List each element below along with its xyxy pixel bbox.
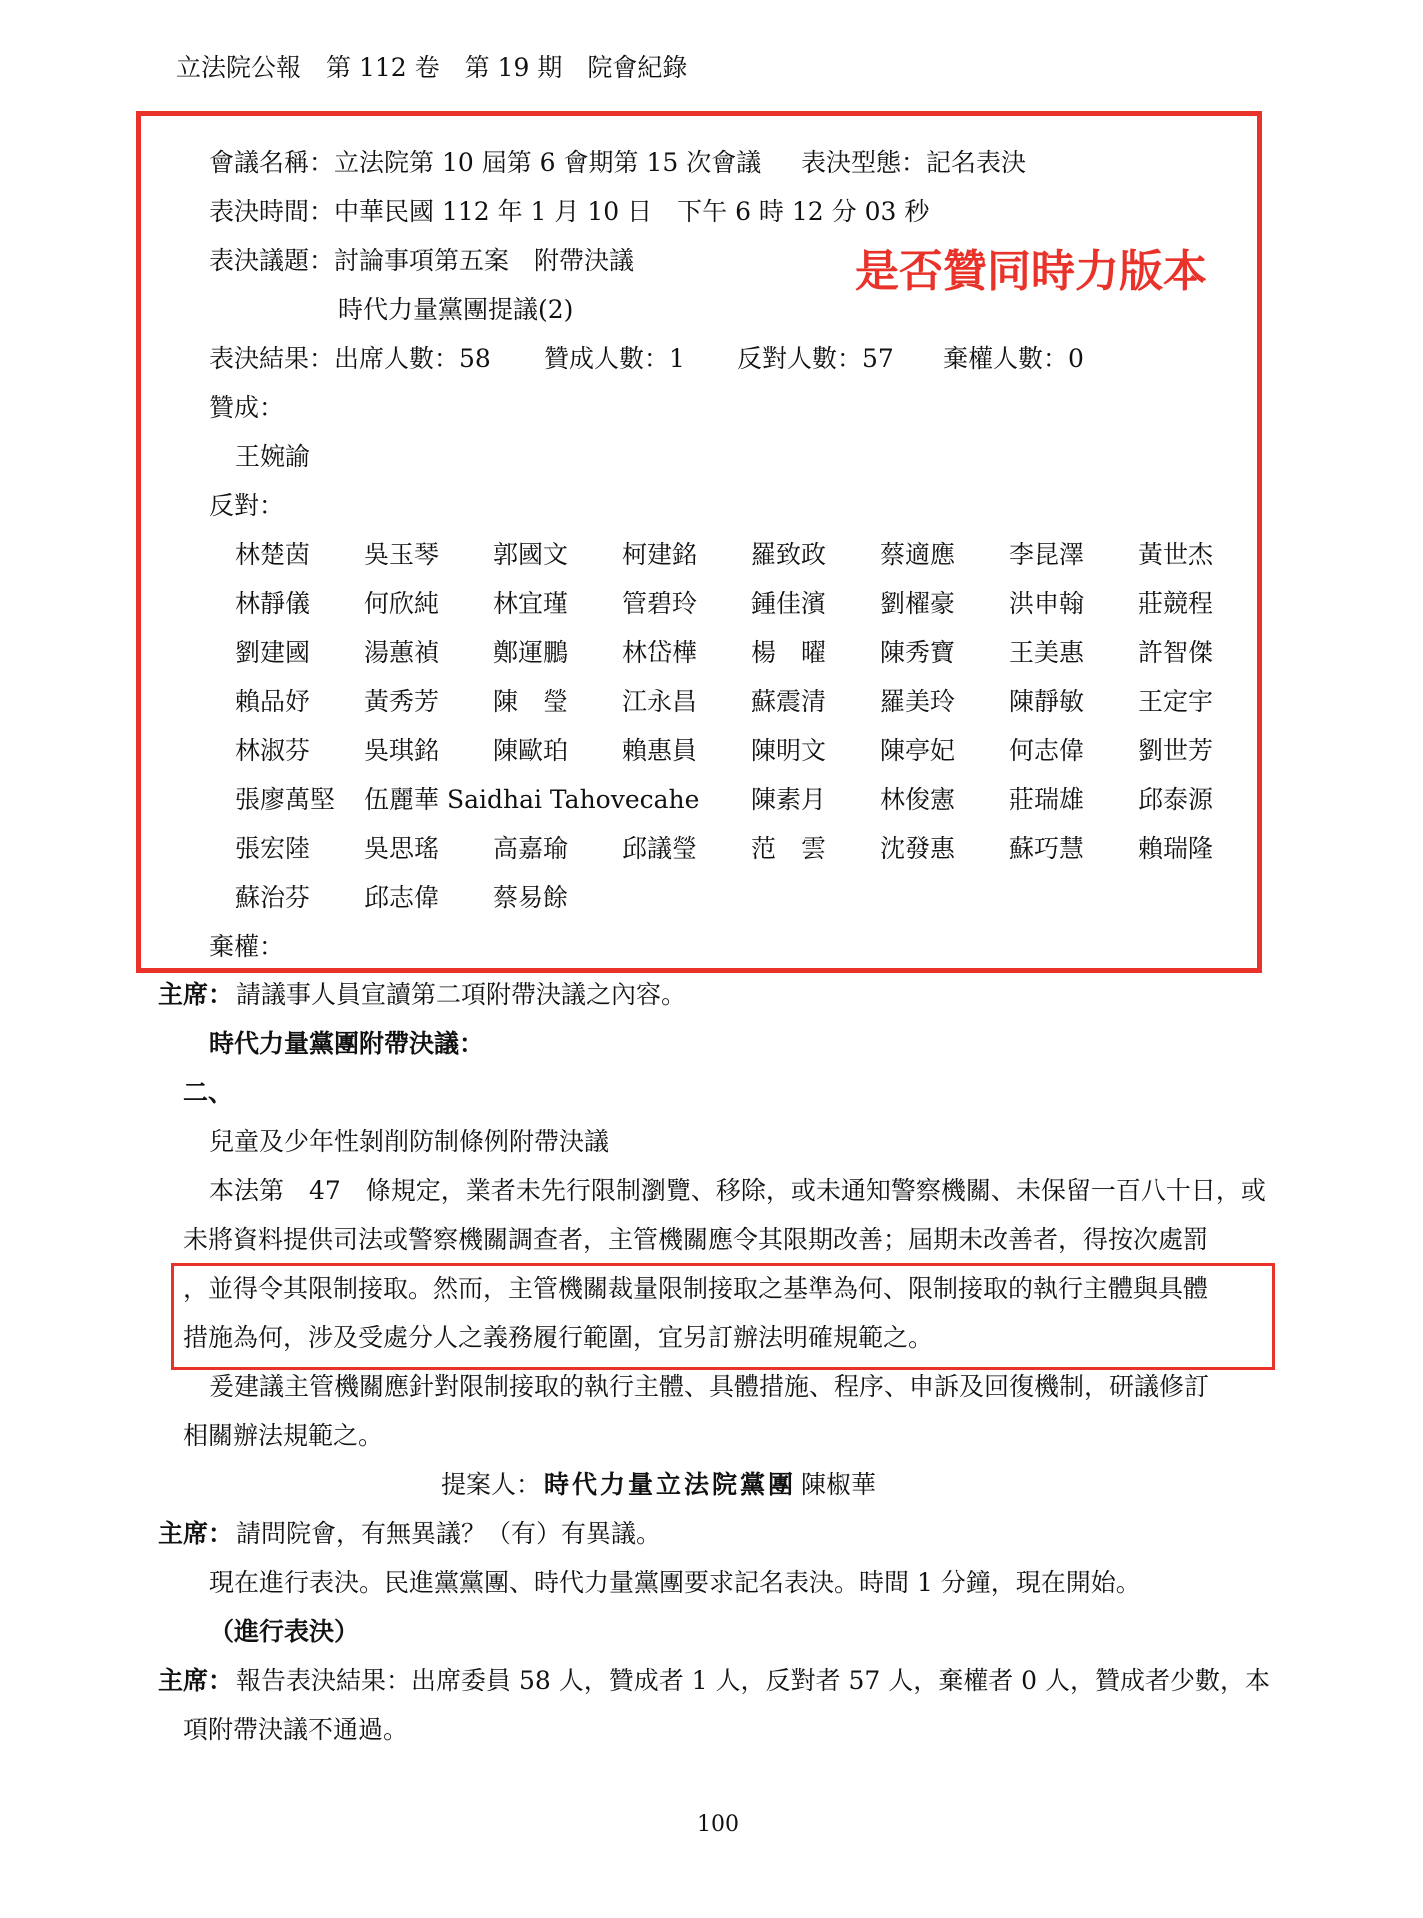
chair-label-3: 主席： — [158, 1666, 234, 1695]
no-name: 陳秀寶 — [880, 638, 956, 667]
no-label: 反對： — [209, 491, 285, 520]
no-name: 張宏陸 — [235, 834, 311, 863]
no-name: 林楚茵 — [235, 540, 311, 569]
no-name: 洪申翰 — [1009, 589, 1085, 618]
no-name: 蘇巧慧 — [1009, 834, 1085, 863]
page-number: 100 — [697, 1812, 739, 1837]
no-name: 何欣純 — [364, 589, 440, 618]
act-title: 兒童及少年性剝削防制條例附帶決議 — [209, 1127, 610, 1156]
no-name: 邱志偉 — [364, 883, 440, 912]
no-name: 郭國文 — [493, 540, 569, 569]
no-name: 陳靜敏 — [1009, 687, 1085, 716]
no-name: 鄭運鵬 — [493, 638, 569, 667]
no-name: 柯建銘 — [622, 540, 698, 569]
no-name: 賴瑞隆 — [1138, 834, 1214, 863]
chair-statement-2: 請問院會，有無異議？（有）有異議。 — [236, 1519, 662, 1548]
no-name: 羅美玲 — [880, 687, 956, 716]
no-name: 黃世杰 — [1138, 540, 1214, 569]
no-name: 邱泰源 — [1138, 785, 1214, 814]
no-name: 許智傑 — [1138, 638, 1214, 667]
paragraph-2-line-1: 爰建議主管機關應針對限制接取的執行主體、具體措施、程序、申訴及回復機制，研議修訂 — [209, 1372, 1210, 1401]
paragraph-2-line-2: 相關辦法規範之。 — [183, 1421, 384, 1450]
no-name: 王美惠 — [1009, 638, 1085, 667]
annotation-text: 是否贊同時力版本 — [855, 246, 1207, 297]
proposer-label: 提案人： — [441, 1470, 542, 1499]
no-name: 何志偉 — [1009, 736, 1085, 765]
no-name: 劉建國 — [235, 638, 311, 667]
no-name: 莊瑞雄 — [1009, 785, 1085, 814]
no-name: 林岱樺 — [622, 638, 698, 667]
no-name: 林俊憲 — [880, 785, 956, 814]
no-name: 伍麗華 Saidhai Tahovecahe — [364, 785, 700, 814]
no-name: 蘇治芬 — [235, 883, 311, 912]
paragraph-1-line-3: ，並得令其限制接取。然而，主管機關裁量限制接取之基準為何、限制接取的執行主體與具體 — [183, 1274, 1209, 1303]
no-name: 陳素月 — [751, 785, 827, 814]
no-name: 管碧玲 — [622, 589, 698, 618]
vote-result-attendance: 表決結果：出席人數：58 — [209, 344, 491, 373]
yes-label: 贊成： — [209, 393, 285, 422]
no-name: 吳琪銘 — [364, 736, 440, 765]
vote-result-abstain-count: 棄權人數：0 — [943, 344, 1084, 373]
vote-time: 表決時間：中華民國 112 年 1 月 10 日 下午 6 時 12 分 03 秒 — [209, 197, 930, 226]
no-name: 邱議瑩 — [622, 834, 698, 863]
proposer-organization: 時代力量立法院黨團 — [544, 1470, 797, 1499]
no-name: 湯蕙禎 — [364, 638, 440, 667]
no-name: 莊競程 — [1138, 589, 1214, 618]
no-name: 吳玉琴 — [364, 540, 440, 569]
no-name: 楊 曜 — [751, 638, 827, 667]
no-name: 黃秀芳 — [364, 687, 440, 716]
no-name: 林靜儀 — [235, 589, 311, 618]
no-name: 林淑芬 — [235, 736, 311, 765]
item-number: 二、 — [183, 1078, 234, 1107]
vote-result-yes-count: 贊成人數：1 — [544, 344, 685, 373]
abstain-label: 棄權： — [209, 932, 285, 961]
no-name: 李昆澤 — [1009, 540, 1085, 569]
no-name: 陳 瑩 — [493, 687, 569, 716]
chair-label-1: 主席： — [158, 980, 234, 1009]
chair-statement-3-line-1: 報告表決結果：出席委員 58 人，贊成者 1 人，反對者 57 人，棄權者 0 人，贊成者少數，本 — [236, 1666, 1271, 1695]
yes-name: 王婉諭 — [235, 442, 311, 471]
page-header: 立法院公報 第 112 卷 第 19 期 院會紀錄 — [176, 53, 688, 82]
no-name: 陳明文 — [751, 736, 827, 765]
vote-subject-line-2: 時代力量黨團提議(2) — [338, 295, 574, 324]
vote-subject: 表決議題：討論事項第五案 附帶決議 — [209, 246, 635, 275]
no-name: 蔡易餘 — [493, 883, 569, 912]
meeting-name: 會議名稱：立法院第 10 屆第 6 會期第 15 次會議 — [209, 148, 762, 177]
paragraph-1-line-4: 措施為何，涉及受處分人之義務履行範圍，宜另訂辦法明確規範之。 — [183, 1323, 934, 1352]
proposer-name: 陳椒華 — [801, 1470, 877, 1499]
no-name: 江永昌 — [622, 687, 698, 716]
no-name: 林宜瑾 — [493, 589, 569, 618]
no-name: 高嘉瑜 — [493, 834, 569, 863]
no-name: 劉世芳 — [1138, 736, 1214, 765]
no-name: 張廖萬堅 — [235, 785, 336, 814]
chair-statement-1: 請議事人員宣讀第二項附帶決議之內容。 — [236, 980, 687, 1009]
no-name: 蘇震清 — [751, 687, 827, 716]
paragraph-1-line-1: 本法第 47 條規定，業者未先行限制瀏覽、移除，或未通知警察機關、未保留一百八十日，或 — [209, 1176, 1266, 1205]
vote-start-statement: 現在進行表決。民進黨黨團、時代力量黨團要求記名表決。時間 1 分鐘，現在開始。 — [209, 1568, 1141, 1597]
no-name: 劉櫂豪 — [880, 589, 956, 618]
no-name: 陳亭妃 — [880, 736, 956, 765]
vote-type: 表決型態：記名表決 — [801, 148, 1027, 177]
voting-in-progress: （進行表決） — [209, 1617, 360, 1646]
paragraph-1-line-2: 未將資料提供司法或警察機關調查者，主管機關應令其限期改善；屆期未改善者，得按次處罰 — [183, 1225, 1209, 1254]
no-name: 羅致政 — [751, 540, 827, 569]
no-name: 吳思瑤 — [364, 834, 440, 863]
vote-result-no-count: 反對人數：57 — [737, 344, 894, 373]
motion-title: 時代力量黨團附帶決議： — [209, 1029, 485, 1058]
no-name: 王定宇 — [1138, 687, 1214, 716]
chair-label-2: 主席： — [158, 1519, 234, 1548]
no-name: 鍾佳濱 — [751, 589, 827, 618]
no-name: 賴品妤 — [235, 687, 311, 716]
no-name: 蔡適應 — [880, 540, 956, 569]
no-name: 沈發惠 — [880, 834, 956, 863]
no-name: 范 雲 — [751, 834, 827, 863]
chair-statement-3-line-2: 項附帶決議不通過。 — [183, 1715, 409, 1744]
no-name: 陳歐珀 — [493, 736, 569, 765]
no-name: 賴惠員 — [622, 736, 698, 765]
